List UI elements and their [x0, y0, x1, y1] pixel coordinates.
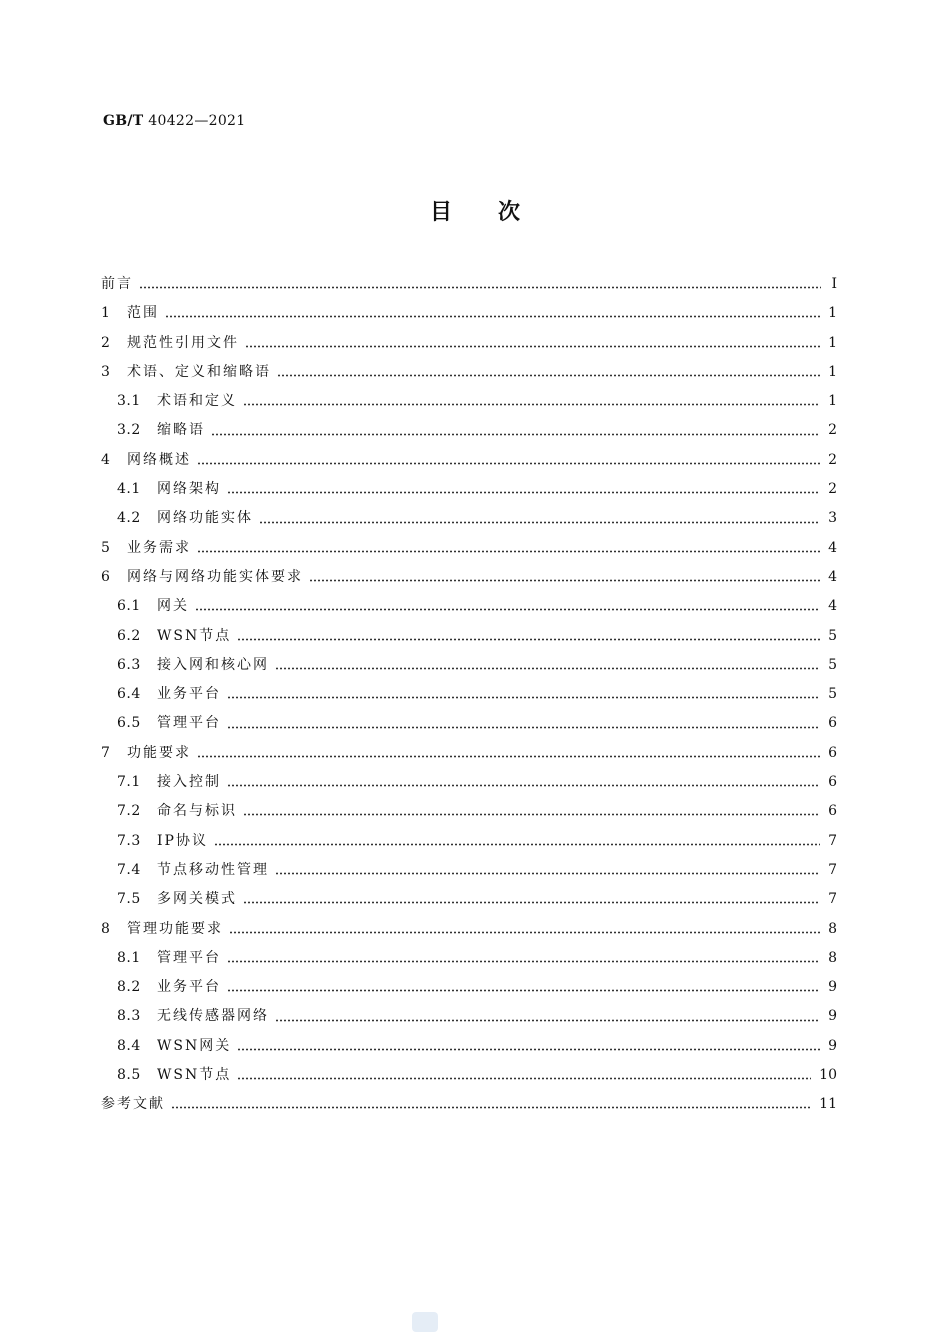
toc-entry[interactable]: [101, 270, 837, 299]
toc-entry-page: 5: [828, 627, 837, 644]
toc-entry-label: 网络功能实体: [157, 510, 253, 527]
toc-entry-page: 6: [828, 774, 837, 791]
toc-entry-page: 1: [828, 305, 837, 322]
toc-entry[interactable]: [101, 827, 837, 856]
toc-entry-label: 术语和定义: [157, 393, 237, 410]
toc-dot-leader: [275, 1019, 820, 1022]
toc-entry-page: 6: [828, 803, 837, 820]
toc-entry-label: 管理功能要求: [127, 920, 223, 937]
toc-entry[interactable]: [101, 622, 837, 651]
toc-entry-page: 1: [828, 363, 837, 380]
toc-dot-leader: [227, 989, 820, 992]
toc-entry-number: 7: [101, 744, 111, 761]
toc-entry-page: 7: [828, 891, 837, 908]
toc-entry-page: Ⅰ: [831, 276, 837, 292]
toc-entry-number: 8.5: [117, 1067, 141, 1084]
toc-entry-number: 6.4: [117, 686, 141, 703]
toc-entry-page: 6: [828, 744, 837, 761]
toc-entry-number: 8.4: [117, 1037, 141, 1054]
toc-entry-label: 功能要求: [127, 744, 191, 761]
toc-entry-page: 11: [819, 1096, 837, 1113]
toc-entry[interactable]: [101, 739, 837, 768]
table-of-contents: [101, 270, 837, 1120]
toc-dot-leader: [309, 579, 820, 582]
toc-entry[interactable]: [101, 1090, 837, 1119]
toc-entry-page: 1: [828, 393, 837, 410]
toc-entry-label: 多网关模式: [157, 891, 237, 908]
toc-entry-number: 7.5: [117, 891, 141, 908]
toc-entry-number: 5: [101, 539, 111, 556]
toc-dot-leader: [214, 843, 820, 846]
toc-entry-number: 6.1: [117, 598, 141, 615]
toc-entry-label: 规范性引用文件: [127, 334, 239, 351]
toc-entry-page: 2: [828, 422, 837, 439]
toc-entry[interactable]: [101, 944, 837, 973]
toc-dot-leader: [243, 813, 820, 816]
toc-entry[interactable]: [101, 299, 837, 328]
toc-dot-leader: [237, 1077, 811, 1080]
toc-entry-page: 9: [828, 1008, 837, 1025]
toc-entry-page: 8: [828, 949, 837, 966]
toc-entry-label: 网络与网络功能实体要求: [127, 568, 303, 585]
toc-dot-leader: [197, 755, 820, 758]
toc-dot-leader: [243, 901, 820, 904]
toc-dot-leader: [197, 462, 820, 465]
toc-dot-leader: [227, 696, 820, 699]
toc-entry-label: 管理平台: [157, 715, 221, 732]
toc-dot-leader: [195, 608, 820, 611]
toc-entry-label: WSN网关: [157, 1037, 232, 1054]
toc-dot-leader: [139, 286, 821, 289]
toc-entry-page: 7: [828, 861, 837, 878]
toc-entry-label: WSN节点: [157, 1067, 232, 1084]
toc-entry-number: 3.2: [117, 422, 141, 439]
toc-entry-number: 6.5: [117, 715, 141, 732]
toc-entry-number: 6.3: [117, 656, 141, 673]
toc-entry-page: 5: [828, 686, 837, 703]
standard-number: [103, 113, 245, 129]
toc-entry-page: 4: [828, 598, 837, 615]
toc-entry-number: 6: [101, 568, 111, 585]
toc-entry-page: 1: [828, 334, 837, 351]
toc-entry-label: 术语、定义和缩略语: [127, 363, 271, 380]
toc-entry-label: 接入控制: [157, 774, 221, 791]
toc-entry-page: 6: [828, 715, 837, 732]
sac-watermark-logo: [412, 1312, 438, 1332]
toc-entry[interactable]: [101, 563, 837, 592]
toc-entry-label: 参考文献: [101, 1096, 165, 1113]
toc-entry-label: 网络架构: [157, 481, 221, 498]
toc-dot-leader: [243, 403, 820, 406]
toc-dot-leader: [171, 1106, 811, 1109]
toc-dot-leader: [211, 433, 820, 436]
toc-dot-leader: [197, 550, 820, 553]
toc-entry[interactable]: [101, 709, 837, 738]
toc-entry-number: 3: [101, 363, 111, 380]
toc-dot-leader: [277, 374, 820, 377]
toc-entry-number: 8.1: [117, 949, 141, 966]
toc-dot-leader: [275, 667, 820, 670]
toc-entry-page: 10: [819, 1067, 837, 1084]
toc-entry[interactable]: [101, 1061, 837, 1090]
toc-entry-label: 无线传感器网络: [157, 1008, 269, 1025]
toc-dot-leader: [237, 1048, 820, 1051]
toc-entry[interactable]: [101, 885, 837, 914]
toc-entry-page: 2: [828, 451, 837, 468]
toc-entry-number: 4: [101, 451, 111, 468]
toc-entry-number: 1: [101, 305, 111, 322]
toc-entry-page: 8: [828, 920, 837, 937]
toc-entry-number: 2: [101, 334, 111, 351]
toc-dot-leader: [229, 931, 820, 934]
toc-entry[interactable]: [101, 329, 837, 358]
standard-prefix: GB/T: [103, 113, 144, 129]
toc-entry-label: 缩略语: [157, 422, 205, 439]
toc-entry[interactable]: [101, 856, 837, 885]
toc-entry-label: 管理平台: [157, 949, 221, 966]
toc-entry-label: 接入网和核心网: [157, 656, 269, 673]
toc-dot-leader: [227, 784, 820, 787]
toc-entry-page: 3: [828, 510, 837, 527]
toc-entry[interactable]: [101, 1032, 837, 1061]
toc-entry[interactable]: [101, 651, 837, 680]
toc-entry[interactable]: [101, 416, 837, 445]
toc-entry-label: WSN节点: [157, 627, 232, 644]
toc-dot-leader: [237, 638, 820, 641]
toc-entry[interactable]: [101, 1002, 837, 1031]
toc-entry-label: 网关: [157, 598, 189, 615]
toc-entry-label: 业务平台: [157, 686, 221, 703]
toc-entry-number: 6.2: [117, 627, 141, 644]
toc-entry[interactable]: [101, 592, 837, 621]
toc-entry-page: 9: [828, 1037, 837, 1054]
toc-entry-page: 7: [828, 832, 837, 849]
toc-entry[interactable]: [101, 680, 837, 709]
toc-entry-number: 7.4: [117, 861, 141, 878]
toc-entry-number: 4.1: [117, 481, 141, 498]
toc-entry[interactable]: [101, 534, 837, 563]
toc-entry[interactable]: [101, 797, 837, 826]
toc-entry[interactable]: [101, 973, 837, 1002]
toc-entry[interactable]: [101, 446, 837, 475]
toc-entry[interactable]: [101, 387, 837, 416]
toc-entry-number: 8: [101, 920, 111, 937]
toc-entry[interactable]: [101, 915, 837, 944]
standard-code: 40422—2021: [148, 113, 246, 129]
toc-dot-leader: [227, 726, 820, 729]
toc-entry-label: 命名与标识: [157, 803, 237, 820]
toc-entry-number: 4.2: [117, 510, 141, 527]
toc-dot-leader: [275, 872, 820, 875]
toc-dot-leader: [227, 491, 820, 494]
toc-entry-page: 4: [828, 539, 837, 556]
toc-entry-label: 网络概述: [127, 451, 191, 468]
toc-entry-number: 8.3: [117, 1008, 141, 1025]
toc-entry[interactable]: [101, 504, 837, 533]
toc-dot-leader: [227, 960, 820, 963]
toc-entry-number: 7.3: [117, 832, 141, 849]
toc-entry[interactable]: [101, 475, 837, 504]
toc-entry[interactable]: [101, 358, 837, 387]
toc-dot-leader: [259, 521, 820, 524]
toc-dot-leader: [245, 345, 820, 348]
toc-entry-page: 2: [828, 481, 837, 498]
toc-entry-label: 前言: [101, 276, 133, 292]
toc-dot-leader: [165, 315, 820, 318]
toc-entry-number: 7.2: [117, 803, 141, 820]
toc-entry-page: 9: [828, 979, 837, 996]
toc-entry-page: 4: [828, 568, 837, 585]
toc-entry-label: 业务平台: [157, 979, 221, 996]
toc-entry-page: 5: [828, 656, 837, 673]
toc-entry-label: 范围: [127, 305, 159, 322]
toc-entry-label: 业务需求: [127, 539, 191, 556]
toc-title: 目次: [429, 200, 566, 225]
toc-entry-number: 8.2: [117, 979, 141, 996]
toc-entry-number: 3.1: [117, 393, 141, 410]
toc-entry-label: 节点移动性管理: [157, 861, 269, 878]
toc-entry[interactable]: [101, 768, 837, 797]
toc-entry-number: 7.1: [117, 774, 141, 791]
toc-entry-label: IP协议: [157, 832, 208, 849]
